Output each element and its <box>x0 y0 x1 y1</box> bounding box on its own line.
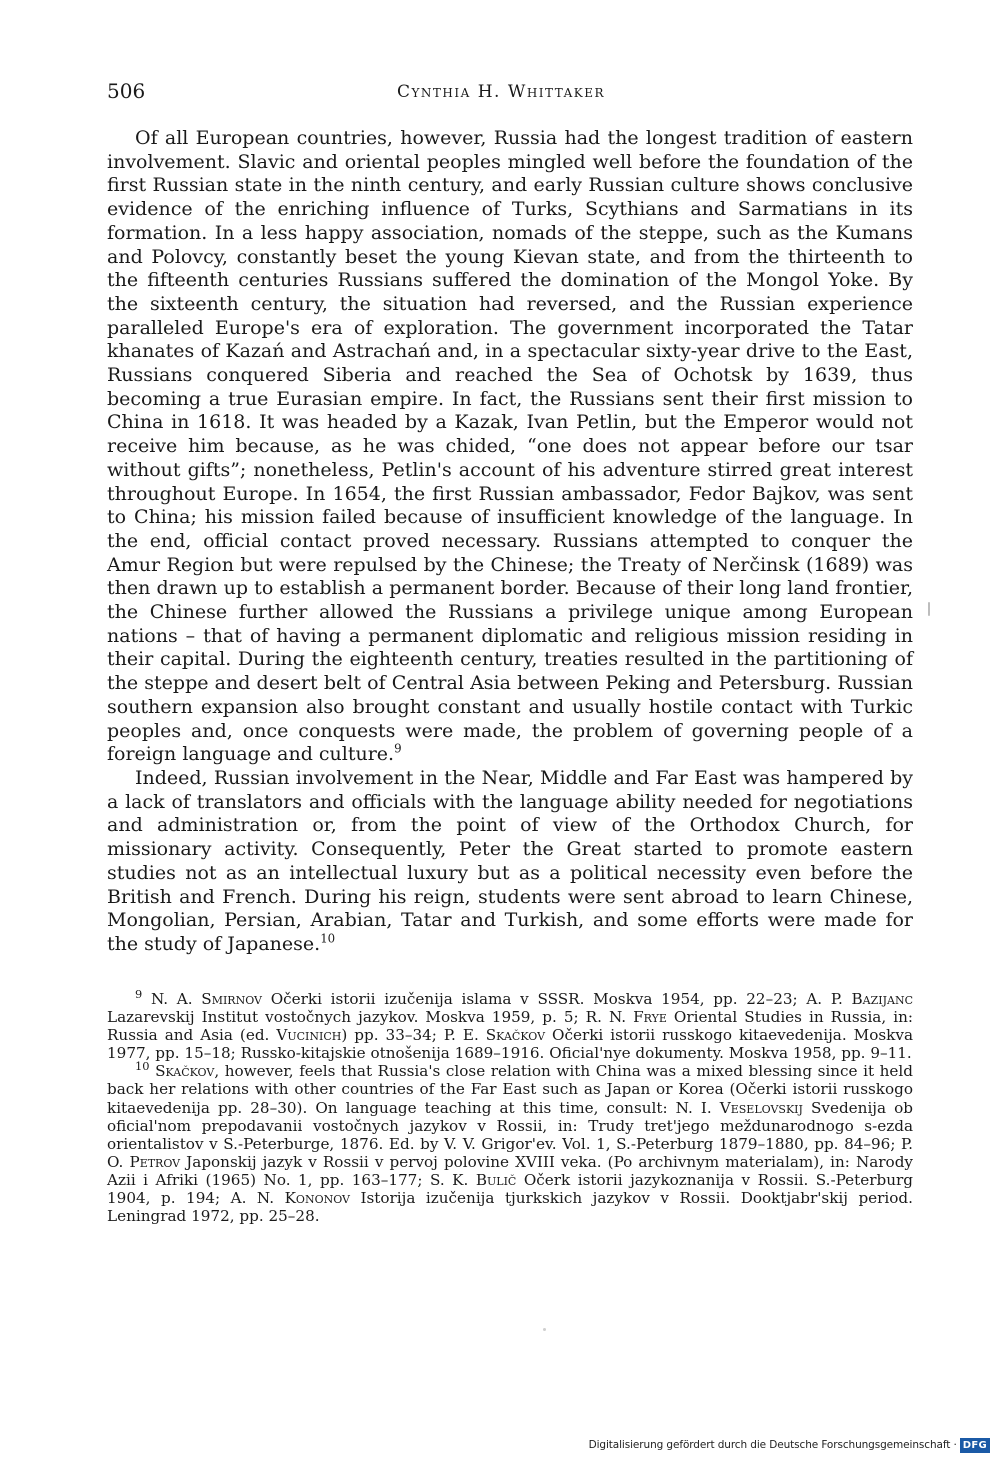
author-name: Skačkov <box>485 1026 546 1045</box>
footnote-text: Japonskij jazyk v Rossii v pervoj polovine XVIII veka. (Po archivnym materialam), in: Narody Azii i Afriki (1965) No. 1, pp. 163–177; S. K. <box>107 1152 913 1189</box>
author-name: Smirnov <box>201 990 262 1008</box>
author-name: Skačkov <box>155 1062 215 1081</box>
footnote-text: Očerk istorii jazykoznanija v Rossii. S.-Peterburg 1904, p. 194; A. N. <box>107 1170 913 1208</box>
author-name: Bulič <box>475 1170 517 1189</box>
footnotes <box>107 986 913 1226</box>
author-name: Vucinich <box>276 1026 342 1045</box>
footnote-mark: 10 <box>135 1059 150 1074</box>
author-name: Kononov <box>284 1189 350 1208</box>
paragraph-text: Indeed, Russian involvement in the Near, Middle and Far East was hampered by a lack of translators and officials with the language ability needed for negotiations and administration or, from the point of view of the Orthodox Church, for missionary activity. Consequently, Peter the Great started to promote eastern studies not as an intellectual luxury but as a political necessity even before the British and French. During his reign, students were sent abroad to learn Chinese, Mongolian, Persian, Arabian, Tatar and Turkish, and some efforts were made for the study of Japanese. <box>107 766 913 955</box>
footnote-text: Očerki istorii izučenija islama v SSSR. Moskva 1954, pp. 22–23; A. P. <box>262 990 852 1008</box>
margin-pencil-mark <box>928 602 930 616</box>
author-name: Veselovskij <box>719 1098 803 1117</box>
paragraph-text: Of all European countries, however, Russia had the longest tradition of eastern involvement. Slavic and oriental peoples mingled well before the foundation of the first Russian state in the ninth century, and early Russian culture shows conclusive evidence of the enriching influence of Turks, Scythians and Sarmatians in its formation. In a less happy association, nomads of the steppe, such as the Kumans and Polovcy, constantly beset the young Kievan state, and from the thirteenth to the fifteenth centuries Russians suffered the domination of the Mongol Yoke. By the sixteenth century, the situation had reversed, and the Russian experience paralleled Europe's era of exploration. The government incorporated the Tatar khanates of Kazań and Astrachań and, in a spectacular sixty-year drive to the East, Russians conquered Siberia and reached the Sea of Ochotsk by 1639, thus becoming a true Eurasian empire. In fact, the Russians sent their first mission to China in 1618. It was headed by a Kazak, Ivan Petlin, but the Emperor would not receive him because, as he was chided, “one does not appear before our tsar without gifts”; nonetheless, Petlin's account of his adventure stirred great interest throughout Europe. In 1654, the first Russian ambassador, Fedor Bajkov, was sent to China; his mission failed because of insufficient knowledge of the language. In the end, official contact proved necessary. Russians attempted to conquer the Amur Region but were repulsed by the Chinese; the Treaty of Nerčinsk (1689) was then drawn up to establish a permanent border. Because of their long land frontier, the Chinese further allowed the Russians a privilege unique among European nations – that of having a permanent diplomatic and religious mission residing in their capital. During the eighteenth century, treaties resulted in the partitioning of the steppe and desert belt of Central Asia between Peking and Petersburg. Russian southern expansion also brought constant and usually hostile contact with Turkic peoples and, once conquests were made, the problem of governing people of a foreign language and culture. <box>107 127 913 766</box>
running-head: Cynthia H. Whittaker <box>397 82 606 102</box>
paragraph <box>107 127 913 767</box>
footnote-text: Istorija izučenija tjurkskich jazykov v Rossii. Dooktjabr'skij period. Leningrad 1972, pp. 25–28. <box>107 1189 913 1226</box>
body-text <box>107 127 913 957</box>
footnote-text: ) pp. 33–34; P. E. <box>341 1026 486 1045</box>
footnote-text: , however, feels that Russia's close relation with China was a mixed blessing since it held back her relations with other countries of the Far East such as Japan or Korea (Očerki istorii russkogo kitaevedenija pp. 28–30). On language teaching at this time, consult: N. I. <box>107 1062 913 1117</box>
footnote-10 <box>107 1059 913 1226</box>
paragraph <box>107 767 913 957</box>
footnote-reference: 10 <box>320 931 336 946</box>
footnote-reference: 9 <box>394 741 402 756</box>
footnote-text: Oriental Studies in Russia, in: Russia and Asia (ed. <box>107 1008 913 1045</box>
credit-text: Digitalisierung gefördert durch die Deutsche Forschungsgemeinschaft · <box>588 1439 957 1451</box>
footnote-mark: 9 <box>135 986 143 1001</box>
footnote-text: Svedenija ob oficial'nom prepodavanii vostočnych jazykov v Rossii, in: Trudy tret'jego meždunarodnogo s-ezda orientalistov v S.-Peterburge, 1876. Ed. by V. V. Grigor'ev. Vol. 1, S.-Peterburg 1879–1880, pp. 84–96; P. O. <box>107 1098 913 1171</box>
footnote-text: N. A. <box>150 990 202 1008</box>
footnote-text: Očerki istorii russkogo kitaevedenija. Moskva 1977, pp. 15–18; Russko-kitajskie otnošenija 1689–1916. Oficial'nye dokumenty. Moskva 1958, pp. 9–11. <box>107 1026 913 1063</box>
author-name: Petrov <box>129 1152 181 1171</box>
footnote-text: Lazarevskij Institut vostočnych jazykov. Moskva 1959, p. 5; R. N. <box>107 1008 634 1027</box>
page-header <box>107 78 913 108</box>
author-name: Frye <box>633 1008 667 1027</box>
author-name: Bazijanc <box>851 990 913 1008</box>
digitization-credit <box>589 1437 990 1453</box>
page-number: 506 <box>107 79 146 103</box>
scan-speck <box>543 1328 546 1331</box>
footnote-9 <box>107 986 913 1063</box>
dfg-logo-icon: DFG <box>960 1438 990 1453</box>
